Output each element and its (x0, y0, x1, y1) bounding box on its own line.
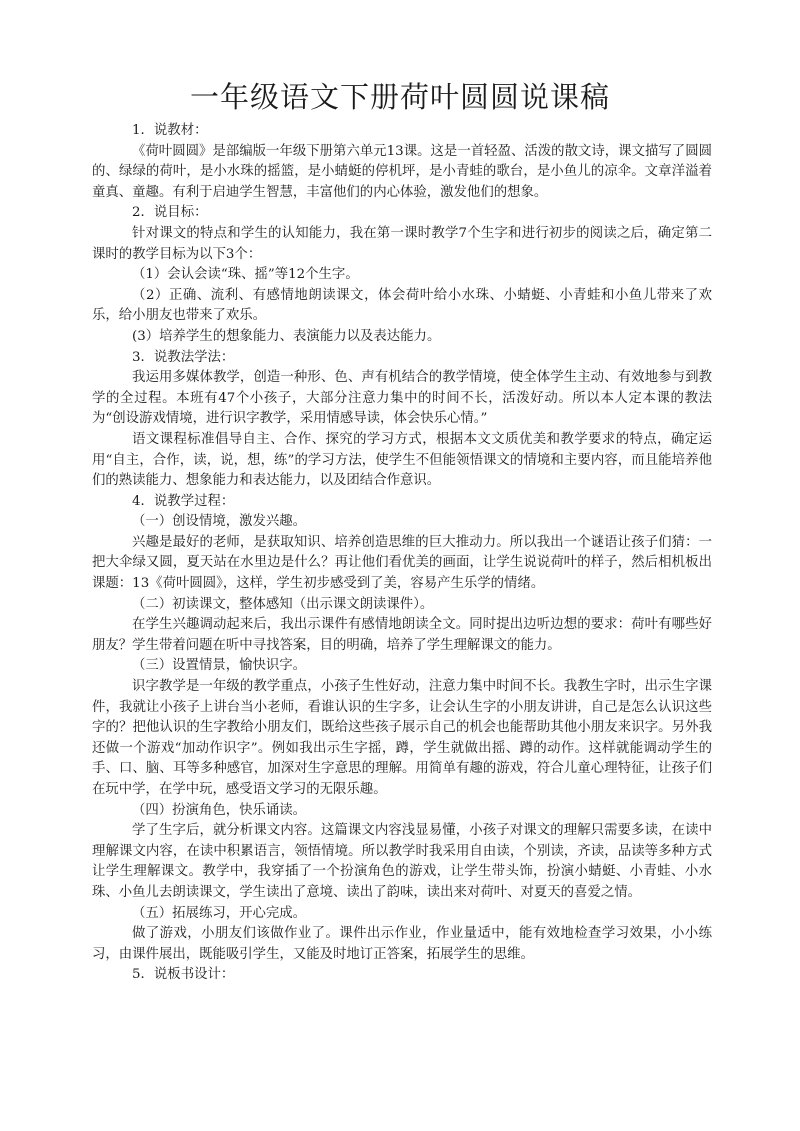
sub-item: （一）创设情境，激发兴趣。 (132, 514, 307, 530)
section-heading: 5．说板书设计： (132, 967, 235, 983)
section-heading: 1．说教材： (132, 123, 208, 138)
sub-item: （五）拓展练习，开心完成。 (132, 905, 307, 921)
sub-item: （二）初读课文，整体感知（出示课文朗读课件）。 (132, 596, 434, 612)
sub-item: （四）扮演角色，快乐诵读。 (132, 802, 307, 818)
body-paragraph: 学了生字后，就分析课文内容。这篇课文内容浅显易懂，小孩子对课文的理解只需要多读，在读中理解课文内容，在读中积累语言，领悟情境。所以教学时我采用自由读，个别读，齐读，品读等多种方式让学生理解课文。教学中，我穿插了一个扮演角色的游戏，让学生带头饰，扮演小蜻蜓、小青蛙、小水珠、小鱼儿去朗读课文，学生读出了意境、读出了韵味，读出来对荷叶、对夏天的喜爱之情。 (92, 823, 712, 900)
body-paragraph: 《荷叶圆圆》是部编版一年级下册第六单元13课。这是一首轻盈、活泼的散文诗，课文描写了圆圆的、绿绿的荷叶，是小水珠的摇篮，是小蜻蜓的停机坪，是小青蛙的歌台，是小鱼儿的凉伞。文章洋溢着童真、童趣。有利于启迪学生智慧，丰富他们的内心体验，激发他们的想象。 (92, 143, 712, 200)
section-heading: 4．说教学过程： (132, 493, 235, 509)
body-paragraph: 兴趣是最好的老师，是获取知识、培养创造思维的巨大推动力。所以我出一个谜语让孩子们猜：一把大伞绿又圆，夏天站在水里边是什么？再让他们看优美的画面，让学生说说荷叶的样子，然后相机板出课题：13《荷叶圆圆》，这样，学生初步感受到了美，容易产生乐学的情绪。 (92, 534, 712, 592)
body-paragraph: 在学生兴趣调动起来后，我出示课件有感情地朗读全文。同时提出边听边想的要求：荷叶有哪些好朋友？学生带着问题在听中寻找答案，目的明确，培养了学生理解课文的能力。 (92, 617, 712, 653)
body-paragraph: 识字教学是一年级的教学重点，小孩子生性好动，注意力集中时间不长。我教生字时，出示生字课件，我就让小孩子上讲台当小老师，看谁认识的生字多，让会认生字的小朋友讲讲，自己是怎么认识这些字的？把他认识的生字教给小朋友们，既给这些孩子展示自己的机会也能帮助其他小朋友来识字。另外我还做一个游戏“加动作识字”。例如我出示生字摇，蹲，学生就做出摇、蹲的动作。这样就能调动学生的手、口、脑、耳等多种感官，加深对生字意思的理解。用简单有趣的游戏，符合儿童心理特征，让孩子们在玩中学，在学中玩，感受语文学习的无限乐趣。 (92, 679, 712, 797)
body-paragraph: 针对课文的特点和学生的认知能力，我在第一课时教学7个生字和进行初步的阅读之后，确定第二课时的教学目标为以下3个： (92, 225, 712, 262)
document-body (92, 121, 712, 986)
sub-item: （1）会认会读“珠、摇”等12个生字。 (132, 267, 359, 283)
body-paragraph: 做了游戏，小朋友们该做作业了。课件出示作业，作业量适中，能有效地检查学习效果，小小练习，由课件展出，既能吸引学生，又能及时地订正答案，拓展学生的思维。 (92, 926, 712, 962)
document-title: 一年级语文下册荷叶圆圆说课稿 (189, 80, 610, 114)
body-paragraph: 语文课程标准倡导自主、合作、探究的学习方式，根据本文文质优美和教学要求的特点，确定运用“自主，合作，读，说，想，练”的学习方法，使学生不但能领悟课文的情境和主要内容，而且能培养他们的熟读能力、想象能力和表达能力，以及团结合作意识。 (92, 431, 712, 489)
sub-item: (3）培养学生的想象能力、表演能力以及表达能力。 (132, 328, 441, 344)
sub-item: （三）设置情景，愉快识字。 (132, 658, 307, 674)
sub-item: （2）正确、流利、有感情地朗读课文，体会荷叶给小水珠、小蜻蜓、小青蛙和小鱼儿带来了欢乐，给小朋友也带来了欢乐。 (92, 287, 712, 324)
section-heading: 2．说目标： (132, 205, 208, 221)
section-heading: 3．说教法学法： (132, 349, 235, 365)
body-paragraph: 我运用多媒体教学，创造一种形、色、声有机结合的教学情境，使全体学生主动、有效地参与到教学的全过程。本班有47个小孩子，大部分注意力集中的时间不长，活泼好动。所以本人定本课的教法为“创设游戏情境，进行识字教学，采用情感导读，体会快乐心情。” (92, 370, 712, 427)
